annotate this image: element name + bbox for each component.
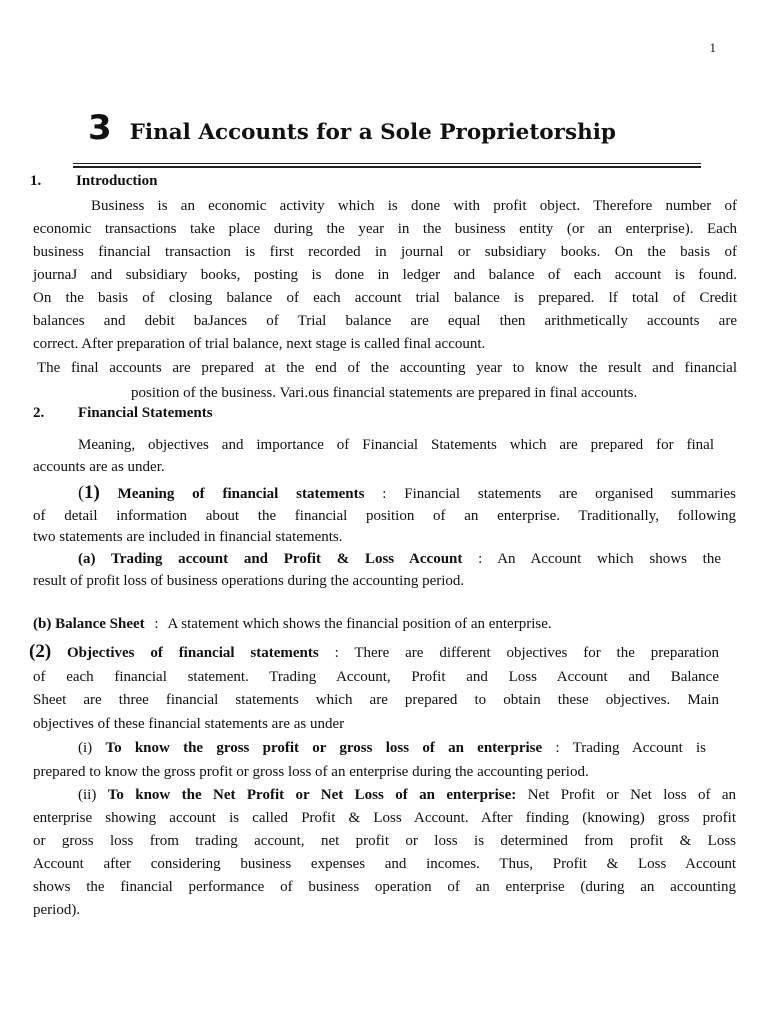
page-number: 1: [709, 40, 716, 55]
net-text: Net Profit or Net loss of an: [527, 787, 736, 803]
net-line: shows the financial performance of business operation of an enterprise (during an accounting: [33, 879, 736, 895]
meaning-open-paren: (: [78, 482, 84, 502]
intro-line: balances and debit baJances of Trial balance are equal then arithmetically accounts are: [33, 313, 737, 329]
intro-line: Business is an economic activity which is done with profit object. Therefore number of: [91, 198, 737, 214]
objectives-line-1: [29, 643, 719, 662]
meaning-heading: Meaning of financial statements: [117, 486, 365, 502]
intro-line: journaJ and subsidiary books, posting is done in ledger and balance of each account is found.: [33, 267, 737, 283]
objectives-heading: Objectives of financial statements: [67, 645, 319, 661]
meaning-separator: :: [382, 486, 387, 502]
net-heading: To know the Net Profit or Net Loss of an enterprise:: [107, 787, 517, 803]
intro-line: position of the business. Vari.ous financial statements are prepared in final accounts.: [131, 385, 638, 401]
net-line: or gross loss from trading account, net profit or loss is determined from profit & Loss: [33, 833, 736, 849]
section-title-financial-statements: Financial Statements: [78, 405, 213, 421]
balance-sheet-text: A statement which shows the financial position of an enterprise.: [167, 616, 552, 632]
net-line: period).: [33, 902, 81, 918]
intro-line: business financial transaction is first recorded in journal or subsidiary books. On the basis of: [33, 244, 737, 260]
section-title-introduction: Introduction: [76, 173, 158, 189]
meaning-line: two statements are included in financial statements.: [33, 529, 343, 545]
balance-sheet-line: [33, 615, 552, 633]
gross-text: Trading Account is: [572, 740, 707, 756]
section-number-2: 2.: [33, 405, 45, 421]
fs-intro-line: Meaning, objectives and importance of Financial Statements which are prepared for final: [78, 437, 714, 453]
net-line: enterprise showing account is called Profit & Loss Account. After finding (knowing) gross profit: [33, 810, 736, 826]
meaning-text: Financial statements are organised summaries: [404, 486, 737, 502]
objectives-separator: :: [334, 645, 339, 661]
balance-sheet-heading: (b) Balance Sheet: [33, 616, 145, 632]
title-double-rule: [73, 163, 701, 168]
meaning-line: of detail information about the financial position of an enterprise. Traditionally, following: [33, 508, 736, 524]
meaning-line-1: [78, 483, 736, 503]
objectives-text: There are different objectives for the preparation: [354, 645, 720, 661]
trading-line-1: [78, 550, 721, 568]
gross-label: (i): [78, 740, 93, 756]
intro-line: On the basis of closing balance of each account trial balance is prepared. lf total of Credit: [33, 290, 737, 306]
balance-sheet-separator: :: [154, 616, 159, 632]
intro-line: correct. After preparation of trial balance, next stage is called final account.: [33, 336, 486, 352]
section-number-1: 1.: [30, 173, 42, 189]
gross-line-1: [78, 739, 706, 757]
meaning-number: 1): [84, 482, 100, 503]
objectives-line: of each financial statement. Trading Account, Profit and Loss Account and Balance: [33, 669, 719, 685]
chapter-number: 3: [88, 108, 112, 148]
fs-intro-line: accounts are as under.: [33, 459, 165, 475]
trading-heading: (a) Trading account and Profit & Loss Account: [78, 551, 463, 567]
intro-line: economic transactions take place during the year in the business entity (or an enterprise). Each: [33, 221, 737, 237]
trading-separator: :: [478, 551, 483, 567]
gross-heading: To know the gross profit or gross loss of an enterprise: [105, 740, 543, 756]
gross-separator: :: [555, 740, 560, 756]
intro-line: The final accounts are prepared at the end of the accounting year to know the result and financial: [37, 360, 737, 376]
net-label: (ii): [78, 787, 97, 803]
chapter-title: Final Accounts for a Sole Proprietorship: [129, 120, 616, 145]
gross-line-2: prepared to know the gross profit or gross loss of an enterprise during the accounting period.: [33, 764, 589, 780]
net-line-1: [78, 786, 736, 804]
net-line: Account after considering business expenses and incomes. Thus, Profit & Loss Account: [33, 856, 736, 872]
trading-line-2: result of profit loss of business operations during the accounting period.: [33, 573, 465, 589]
objectives-number: (2): [29, 641, 52, 662]
objectives-line: objectives of these financial statements are as under: [33, 716, 345, 732]
chapter-heading: [88, 108, 616, 148]
trading-text: An Account which shows the: [497, 551, 721, 567]
objectives-line: Sheet are three financial statements which are prepared to obtain these objectives. Main: [33, 692, 719, 708]
